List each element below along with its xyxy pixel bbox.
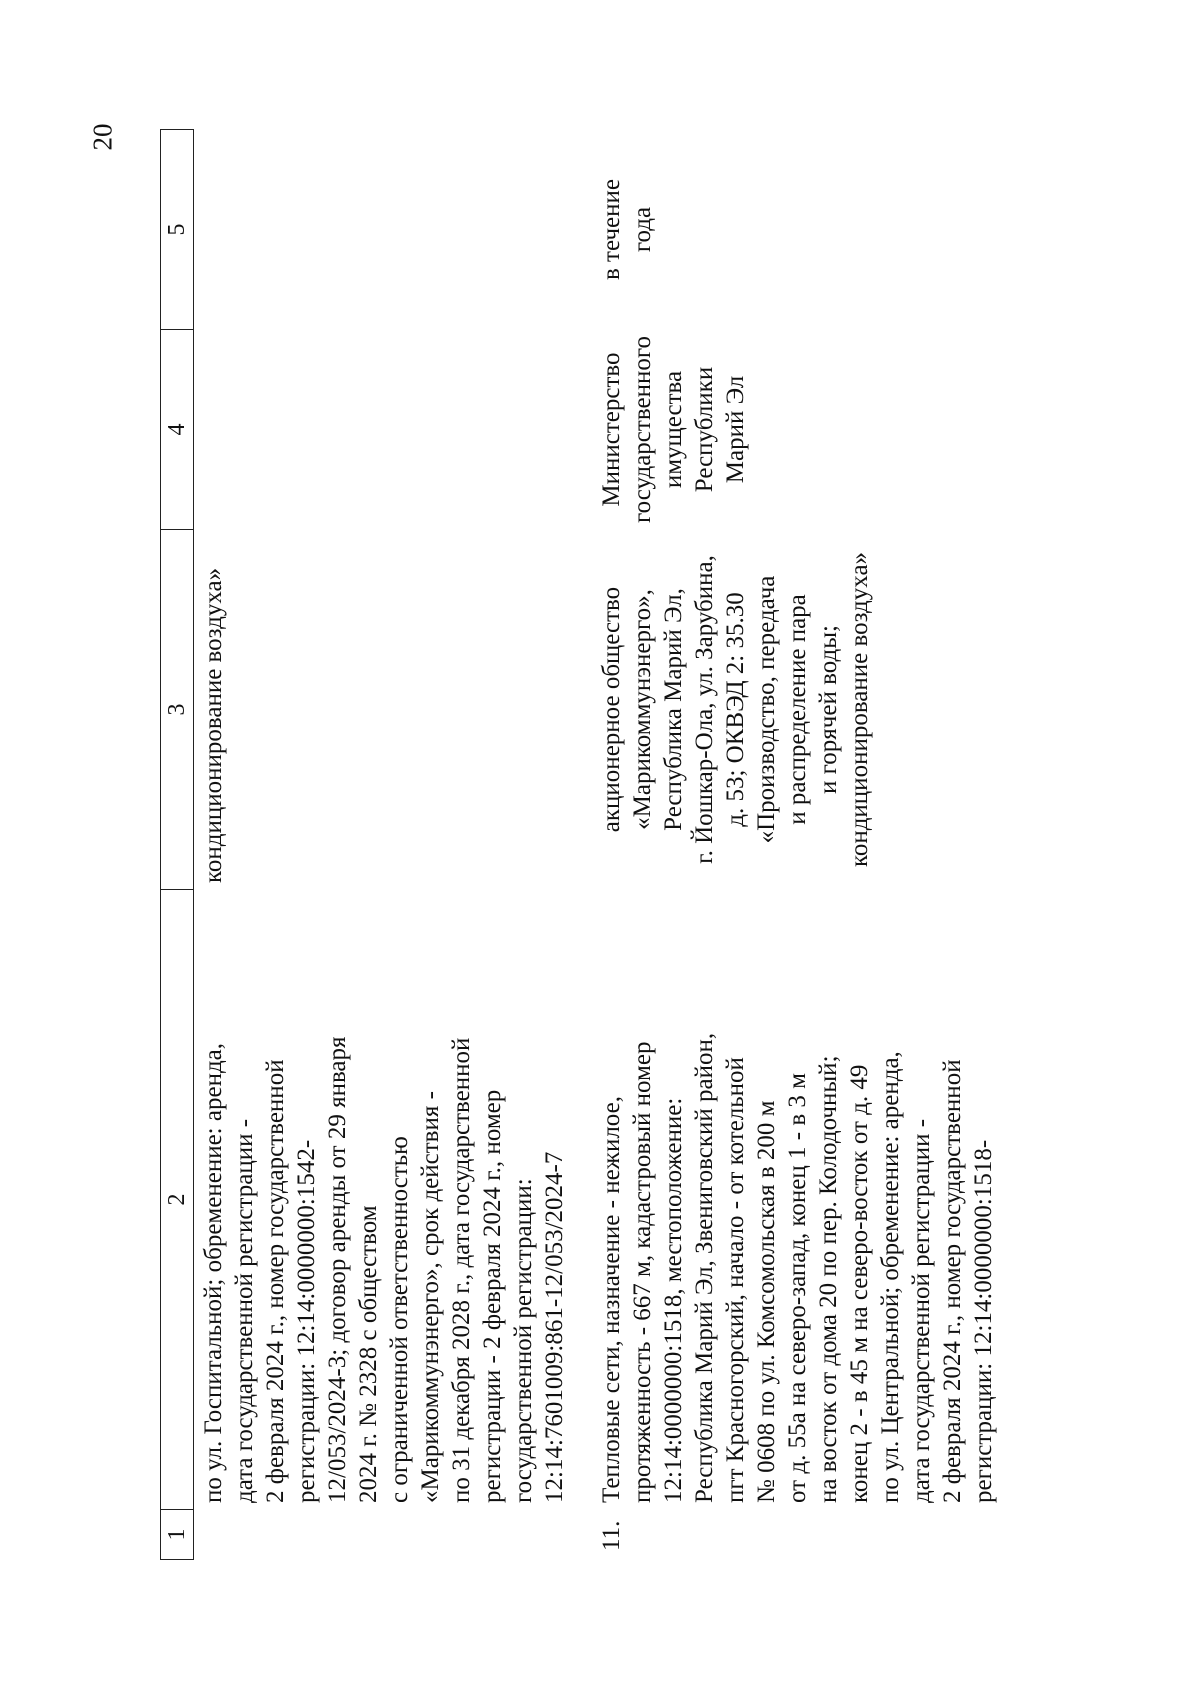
cell-line: 12:14:0000000:1518, местоположение: <box>660 1097 687 1503</box>
table-header-row <box>161 130 194 1560</box>
cell-line: «Марикоммунэнерго», <box>629 589 656 830</box>
holder-cell <box>574 530 1003 890</box>
cell-line: «Производство, передача <box>753 575 780 844</box>
deadline-cell <box>194 130 575 330</box>
cell-line: Министерство <box>598 352 625 507</box>
cell-line: акционерное общество <box>598 586 625 833</box>
row-number: 11. <box>598 1520 625 1551</box>
table-row <box>574 130 1003 1560</box>
cell-line: имущества <box>660 370 687 489</box>
page-number: 20 <box>87 123 118 151</box>
cell-line: по ул. Госпитальной; обременение: аренда, <box>200 1042 227 1503</box>
cell-line: на восток от дома 20 по пер. Колодочный; <box>815 1055 842 1503</box>
table-body <box>194 130 1004 1560</box>
cell-line: 2 февраля 2024 г., номер государственной <box>939 1059 966 1503</box>
cell-line: Республика Марий Эл, Звениговский район, <box>691 1032 718 1503</box>
cell-line: конец 2 - в 45 м на северо-восток от д. 49 <box>846 1064 873 1503</box>
header-col-3: 3 <box>161 530 194 890</box>
cell-line: по ул. Центральной; обременение: аренда, <box>877 1051 904 1503</box>
cell-line: 12:14:7601009:861-12/053/2024-7 <box>541 1151 568 1503</box>
cell-line: г. Йошкар-Ола, ул. Зарубина, <box>691 555 718 864</box>
header-col-5: 5 <box>161 130 194 330</box>
cell-line: дата государственной регистрации - <box>908 1118 935 1503</box>
cell-line: д. 53; ОКВЭД 2: 35.30 <box>722 592 749 827</box>
cell-line: протяженность - 667 м, кадастровый номер <box>629 1041 656 1503</box>
object-description-cell <box>574 890 1003 1510</box>
cell-line: регистрации - 2 февраля 2024 г., номер <box>479 1089 506 1503</box>
cell-line: года <box>629 206 656 253</box>
cell-line: и распределение пара <box>784 594 811 825</box>
rotated-table-page <box>160 130 1140 1560</box>
cell-line: с ограниченной ответственностью <box>386 1136 413 1503</box>
cell-line: пгт Красногорский, начало - от котельной <box>722 1057 749 1503</box>
header-col-2: 2 <box>161 890 194 1510</box>
cell-line: кондиционирование воздуха» <box>200 567 227 883</box>
cell-line: № 0608 по ул. Комсомольская в 200 м <box>753 1100 780 1503</box>
row-number <box>194 1510 575 1560</box>
cell-line: Республики <box>691 366 718 493</box>
header-col-4: 4 <box>161 330 194 530</box>
cell-line: государственной регистрации: <box>510 1178 537 1503</box>
cell-line: кондиционирование воздуха» <box>846 551 873 868</box>
property-table <box>160 129 1003 1560</box>
responsible-cell <box>574 330 1003 530</box>
cell-line: 2024 г. № 2328 с обществом <box>355 1205 382 1503</box>
cell-line: 2 февраля 2024 г., номер государственной <box>262 1059 289 1503</box>
cell-line: и горячей воды; <box>815 625 842 794</box>
cell-line: «Марикоммунэнерго», срок действия - <box>417 1091 444 1503</box>
cell-line: по 31 декабря 2028 г., дата государственной <box>448 1037 475 1503</box>
cell-line: регистрации: 12:14:0000000:1542- <box>293 1139 320 1503</box>
cell-line: регистрации: 12:14:0000000:1518- <box>970 1139 997 1503</box>
cell-line: дата государственной регистрации - <box>231 1118 258 1503</box>
cell-line: Республика Марий Эл, <box>660 588 687 831</box>
cell-line: Тепловые сети, назначение - нежилое, <box>598 1096 625 1503</box>
cell-line: государственного <box>629 336 656 523</box>
deadline-cell <box>574 130 1003 330</box>
cell-line: в течение <box>598 179 625 280</box>
cell-line: 12/053/2024-3; договор аренды от 29 января <box>324 1036 351 1503</box>
header-col-1: 1 <box>161 1510 194 1560</box>
object-description-cell <box>194 890 575 1510</box>
responsible-cell <box>194 330 575 530</box>
holder-cell <box>194 530 575 890</box>
table-row <box>194 130 575 1560</box>
cell-line: от д. 55а на северо-запад, конец 1 - в 3 м <box>784 1073 811 1503</box>
cell-line: Марий Эл <box>722 375 749 484</box>
